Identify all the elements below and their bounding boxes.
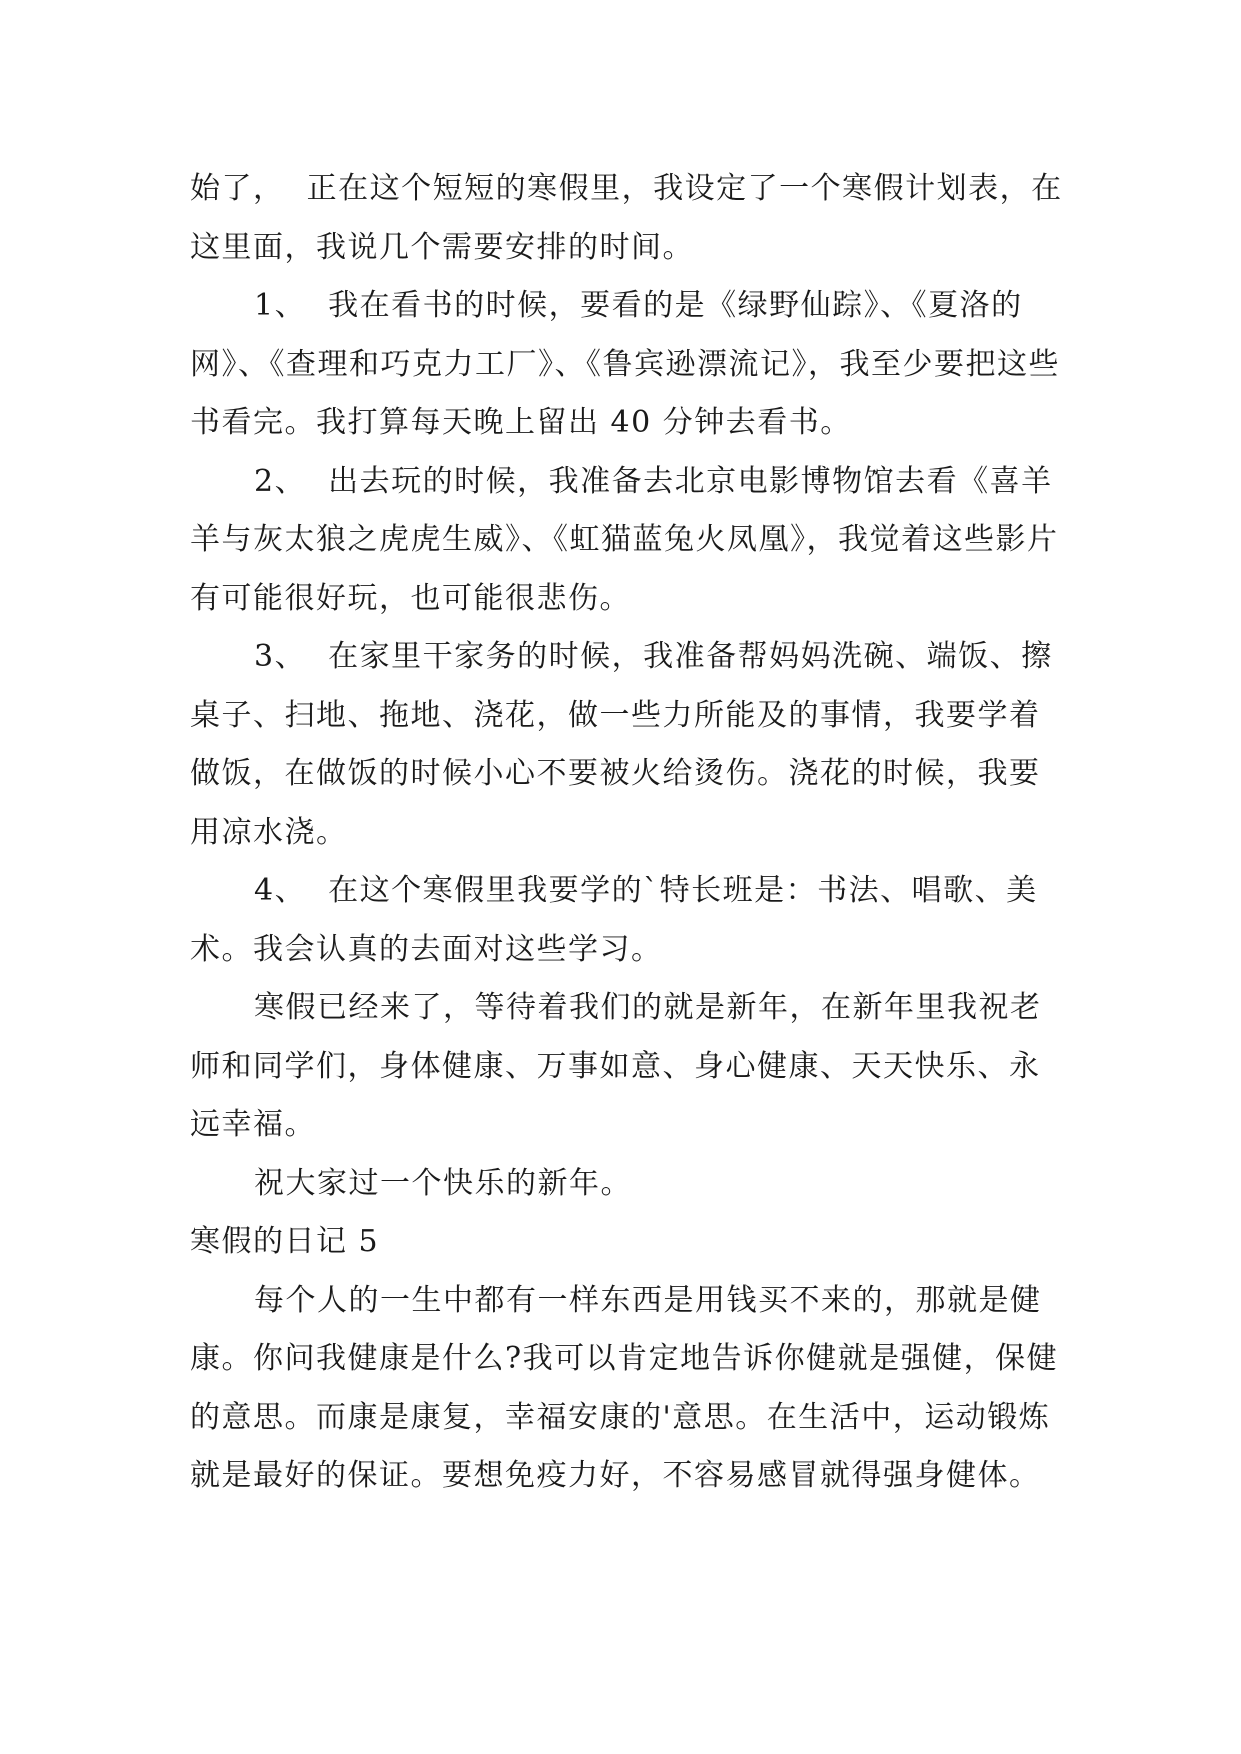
document-body [190,160,1070,1506]
paragraph-item-4: 4、 在这个寒假里我要学的`特长班是：书法、唱歌、美术。我会认真的去面对这些学习。 [190,873,1038,967]
paragraph-item-2: 2、 出去玩的时候，我准备去北京电影博物馆去看《喜羊羊与灰太狼之虎虎生威》、《虹猫蓝兔火凤凰》，我觉着这些影片有可能很好玩，也可能很悲伤。 [190,463,1059,616]
section-heading: 寒假的日记 5 [190,1224,380,1259]
paragraph-continuation: 始了， 正在这个短短的寒假里，我设定了一个寒假计划表，在这里面，我说几个需要安排的时间。 [190,171,1063,265]
paragraph-health: 每个人的一生中都有一样东西是用钱买不来的，那就是健康。你问我健康是什么?我可以肯定地告诉你健就是强健，保健的意思。而康是康复，幸福安康的'意思。在生活中，运动锻炼就是最好的保证。要想免疫力好，不容易感冒就得强身健体。 [190,1282,1059,1493]
paragraph-item-1: 1、 我在看书的时候，要看的是《绿野仙踪》、《夏洛的网》、《查理和巧克力工厂》、《鲁宾逊漂流记》，我至少要把这些书看完。我打算每天晚上留出 40 分钟去看书。 [190,288,1060,440]
paragraph-wish: 祝大家过一个快乐的新年。 [254,1165,632,1201]
paragraph-item-3: 3、 在家里干家务的时候，我准备帮妈妈洗碗、端饭、擦桌子、扫地、拖地、浇花，做一些力所能及的事情，我要学着做饭，在做饭的时候小心不要被火给烫伤。浇花的时候，我要用凉水浇。 [190,639,1053,850]
paragraph-new-year: 寒假已经来了，等待着我们的就是新年，在新年里我祝老师和同学们，身体健康、万事如意、身心健康、天天快乐、永远幸福。 [190,990,1042,1142]
